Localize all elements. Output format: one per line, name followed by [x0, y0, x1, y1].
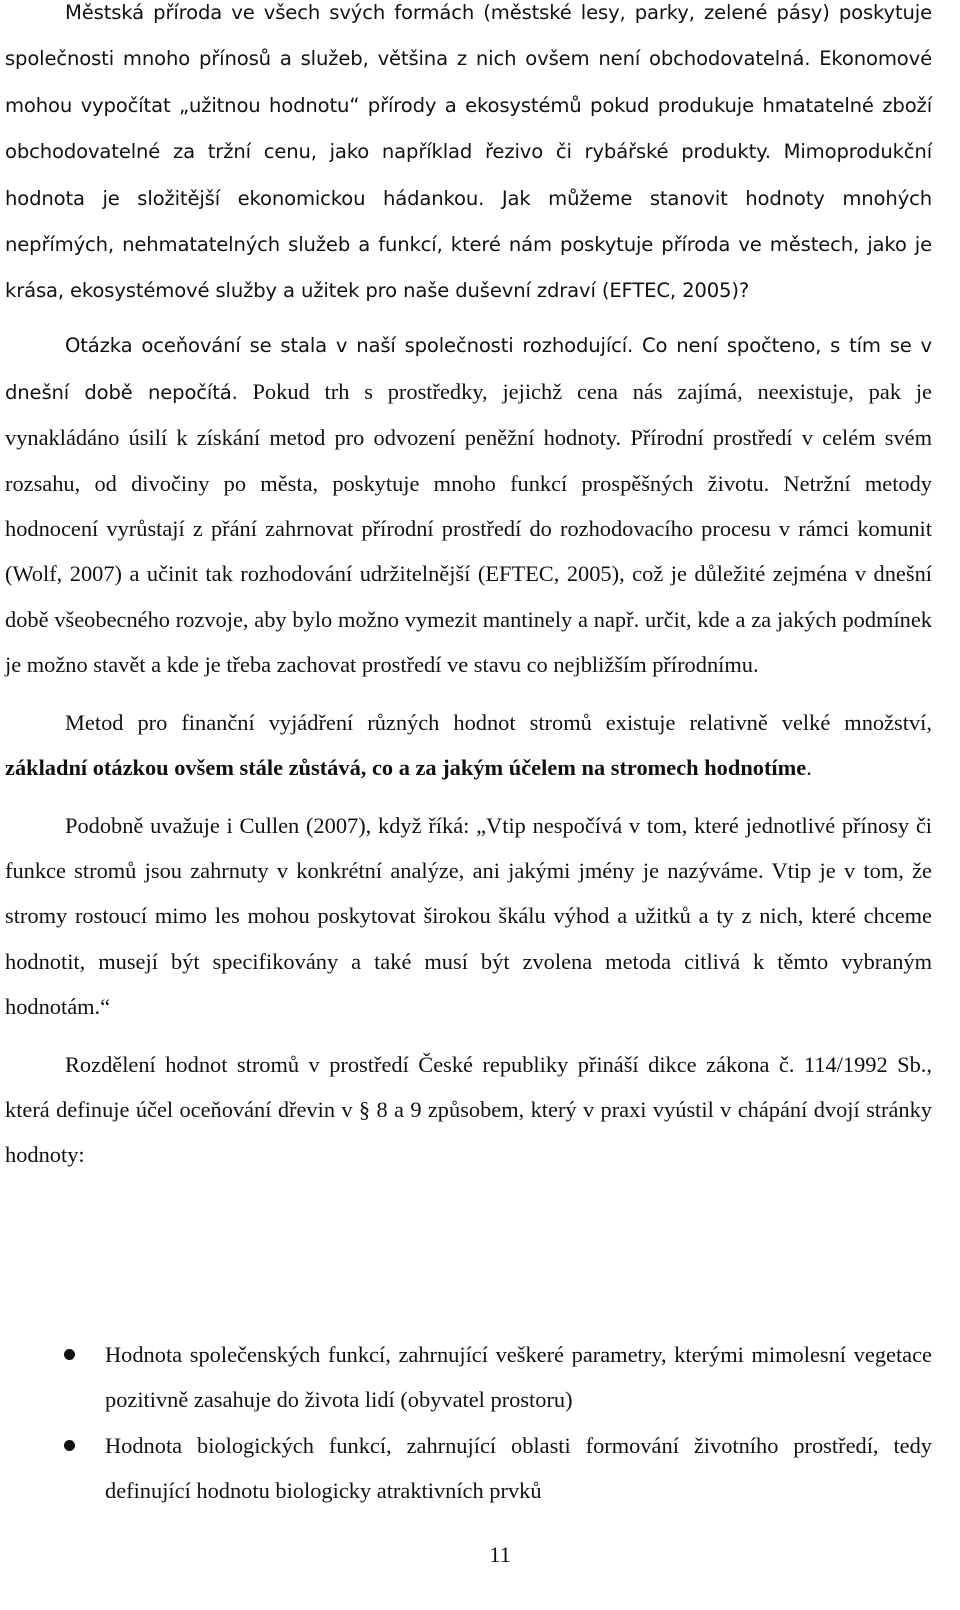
paragraph-3-bold: základní otázkou ovšem stále zůstává, co a za jakým účelem na stromech hodnotíme [5, 755, 807, 781]
paragraph-2 [5, 322, 932, 687]
bullet-list [5, 1332, 932, 1514]
paragraph-5-text: Rozdělení hodnot stromů v prostředí České republiky přináší dikce zákona č. 114/1992 Sb., která definuje účel oceňování dřevin v § 8 a 9 způsobem, který v praxi vyústil v chápání dvojí stránky hodnoty: [5, 1051, 932, 1168]
paragraph-4 [5, 803, 932, 1030]
bullet-icon [64, 1440, 75, 1451]
list-item [5, 1332, 932, 1423]
bullet-icon [64, 1349, 75, 1360]
paragraph-4-text: Podobně uvažuje i Cullen (2007), když říká: „Vtip nespočívá v tom, které jednotlivé přínosy či funkce stromů jsou zahrnuty v konkrétní analýze, ani jakými jmény je nazýváme. Vtip je v tom, že stromy rostoucí mimo les mohou poskytovat širokou škálu výhod a užitků a ty z nich, které chceme hodnotit, musejí být specifikovány a také musí být zvolena metoda citlivá k těmto vybraným hodnotám.“ [5, 812, 932, 1020]
page-number: 11 [489, 1542, 511, 1567]
paragraph-3 [5, 700, 932, 791]
paragraph-1 [5, 0, 932, 314]
list-item-text: Hodnota společenských funkcí, zahrnující veškeré parametry, kterými mimolesní vegetace pozitivně zasahuje do života lidí (obyvatel prostoru) [105, 1342, 932, 1413]
paragraph-2-text: Pokud trh s prostředky, jejichž cena nás zajímá, neexistuje, pak je vynakládáno úsilí k získání metod pro odvození peněžní hodnoty. Přírodní prostředí v celém svém rozsahu, od divočiny po města, poskytuje mnoho funkcí prospěšných životu. Netržní metody hodnocení vyrůstají z přání zahrnovat přírodní prostředí do rozhodovacího procesu v rámci komunit (Wolf, 2007) a učinit tak rozhodování udržitelnější (EFTEC, 2005), což je důležité zejména v dnešní době všeobecného rozvoje, aby bylo možno vymezit mantinely a např. určit, kde a za jakých podmínek je možno stavět a kde je třeba zachovat prostředí ve stavu co nejbližším přírodnímu. [5, 378, 932, 678]
paragraph-3-text: Metod pro finanční vyjádření různých hodnot stromů existuje relativně velké množství, [65, 709, 932, 735]
list-item [5, 1423, 932, 1514]
paragraph-3-end: . [806, 755, 812, 781]
paragraph-2-lead: Otázka oceňování se stala v naší společnosti rozhodující. Co není spočteno, s tím se v dnešní době nepočítá. [5, 334, 932, 404]
paragraph-1-text: Městská příroda ve všech svých formách (městské lesy, parky, zelené pásy) poskytuje společnosti mnoho přínosů a služeb, většina z nich ovšem není obchodovatelná. Ekonomové mohou vypočítat „užitnou hodnotu“ přírody a ekosystémů pokud produkuje hmatatelné zboží obchodovatelné za tržní cenu, jako například řezivo či rybářské produkty. Mimoprodukční hodnota je složitější ekonomickou hádankou. Jak můžeme stanovit hodnoty mnohých nepřímých, nehmatatelných služeb a funkcí, které nám poskytuje příroda ve městech, jako je krása, ekosystémové služby a užitek pro naše duševní zdraví (EFTEC, 2005)? [5, 1, 932, 303]
body-text [5, 0, 932, 1178]
paragraph-5 [5, 1042, 932, 1178]
list-item-text: Hodnota biologických funkcí, zahrnující oblasti formování životního prostředí, tedy definující hodnotu biologicky atraktivních prvků [105, 1432, 932, 1504]
